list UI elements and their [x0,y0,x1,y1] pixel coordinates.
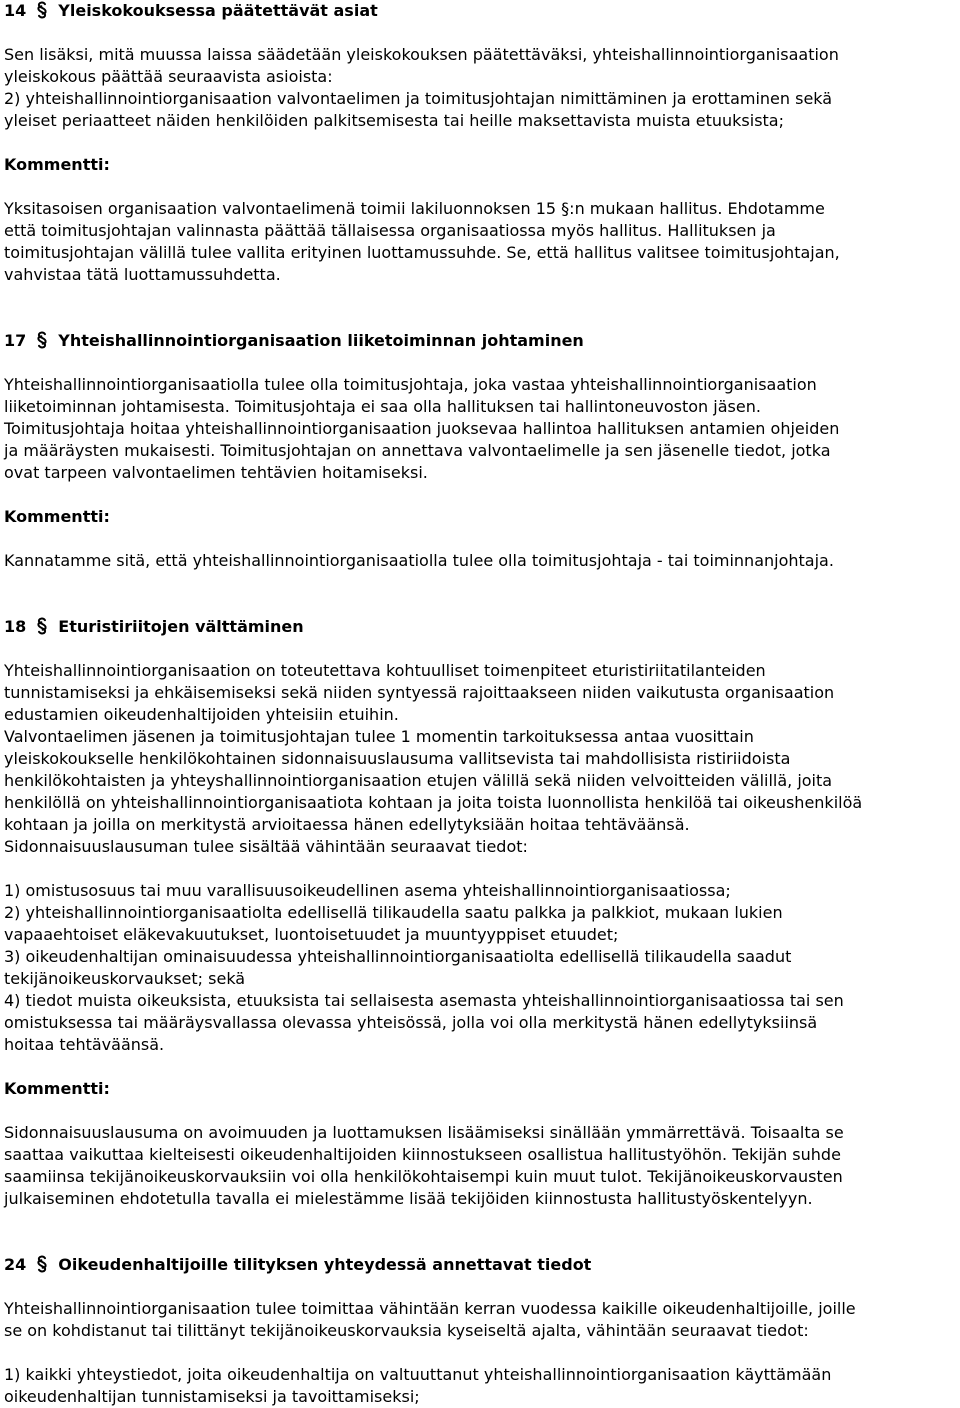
body-line: Yhteishallinnointiorganisaation tulee toimittaa vähintään kerran vuodessa kaikille oikeudenhaltijoille, joille [4,1299,856,1318]
list-item: oikeudenhaltijan tunnistamiseksi ja tavoittamiseksi; [4,1387,420,1406]
list-item: omistuksessa tai määräysvallassa olevassa yhteisössä, jolla voi olla merkitystä hänen edellytyksiinsä [4,1013,818,1032]
body-line: 2) yhteishallinnointiorganisaation valvontaelimen ja toimitusjohtajan nimittäminen ja erottaminen sekä [4,89,833,108]
body-line: Yhteishallinnointiorganisaatiolla tulee olla toimitusjohtaja, joka vastaa yhteishallinnointiorganisaation [4,375,817,394]
body-line: tunnistamiseksi ja ehkäisemiseksi sekä niiden syntyessä rajoittaakseen niiden vaikutusta organisaation [4,683,835,702]
section-17-heading [4,330,956,352]
body-line: Toimitusjohtaja hoitaa yhteishallinnointiorganisaation juoksevaa hallintoa hallituksen antamien ohjeiden [4,419,840,438]
comment-line: Kannatamme sitä, että yhteishallinnointiorganisaatiolla tulee olla toimitusjohtaja - tai toiminnanjohtaja. [4,551,834,570]
comment-line: saamiinsa tekijänoikeuskorvauksiin voi olla henkilökohtaisempi kuin muut tulot. Tekijänoikeuskorvausten [4,1167,843,1186]
body-line: yleiskokoukselle henkilökohtainen sidonnaisuuslausuma vallitsevista tai mahdollisista ristiriidoista [4,749,791,768]
section-sign-icon [34,1,50,19]
section-sign-icon [34,1255,50,1273]
body-line: ovat tarpeen valvontaelimen tehtävien hoitamiseksi. [4,463,428,482]
list-item: vapaaehtoiset eläkevakuutukset, luontoisetuudet ja muuntyyppiset etuudet; [4,925,619,944]
comment-label: Kommentti: [4,1079,110,1098]
list-item: 1) omistusosuus tai muu varallisuusoikeudellinen asema yhteishallinnointiorganisaatiossa; [4,881,731,900]
document-page [4,0,956,1408]
list-item: 1) kaikki yhteystiedot, joita oikeudenhaltija on valtuuttanut yhteishallinnointiorganisaation käyttämään [4,1365,832,1384]
body-line: Sidonnaisuuslausuman tulee sisältää vähintään seuraavat tiedot: [4,837,528,856]
comment-line: Sidonnaisuuslausuma on avoimuuden ja luottamuksen lisäämiseksi sinällään ymmärrettävä. Toisaalta se [4,1123,844,1142]
list-item: hoitaa tehtäväänsä. [4,1035,165,1054]
list-item: 3) oikeudenhaltijan ominaisuudessa yhteishallinnointiorganisaatiolta edellisellä tilikaudella saadut [4,947,792,966]
comment-line: Yksitasoisen organisaation valvontaelimenä toimii lakiluonnoksen 15 §:n mukaan hallitus. Ehdotamme [4,199,825,218]
body-line: Sen lisäksi, mitä muussa laissa säädetään yleiskokouksen päätettäväksi, yhteishallinnointiorganisaation [4,45,839,64]
list-item: 4) tiedot muista oikeuksista, etuuksista tai sellaisesta asemasta yhteishallinnointiorganisaatiossa tai sen [4,991,844,1010]
section-number: 17 [4,331,27,350]
list-item: tekijänoikeuskorvaukset; sekä [4,969,246,988]
body-line: liiketoiminnan johtamisesta. Toimitusjohtaja ei saa olla hallituksen tai hallintoneuvoston jäsen. [4,397,761,416]
comment-line: saattaa vaikuttaa kielteisesti oikeudenhaltijoiden kiinnostukseen osallistua hallitustyöhön. Tekijän suhde [4,1145,841,1164]
comment-label: Kommentti: [4,155,110,174]
body-line: henkilöllä on yhteishallinnointiorganisaatiota kohtaan ja joita toista luonnollista henkilöä tai oikeushenkilöä [4,793,863,812]
section-sign-icon [34,331,50,349]
body-line: edustamien oikeudenhaltijoiden yhteisiin etuihin. [4,705,399,724]
section-14-heading [4,0,956,22]
body-line: se on kohdistanut tai tilittänyt tekijänoikeuskorvauksia kyseiseltä ajalta, vähintään seuraavat tiedot: [4,1321,809,1340]
body-line: kohtaan ja joilla on merkitystä arvioitaessa hänen edellytyksiään hoitaa tehtäväänsä. [4,815,690,834]
body-line: yleiset periaatteet näiden henkilöiden palkitsemisesta tai heille maksettavista muista etuuksista; [4,111,784,130]
section-title: Eturistiriitojen välttäminen [58,617,304,636]
body-line: Yhteishallinnointiorganisaation on toteutettava kohtuulliset toimenpiteet eturistiriitatilanteiden [4,661,766,680]
body-line: henkilökohtaisten ja yhteyshallinnointiorganisaation etujen välillä sekä niiden velvoitteiden välillä, joita [4,771,833,790]
section-title: Yhteishallinnointiorganisaation liiketoiminnan johtaminen [58,331,584,350]
list-item: 2) yhteishallinnointiorganisaatiolta edellisellä tilikaudella saatu palkka ja palkkiot, mukaan lukien [4,903,783,922]
section-title: Yleiskokouksessa päätettävät asiat [58,1,378,20]
section-number: 14 [4,1,27,20]
body-line: ja määräysten mukaisesti. Toimitusjohtajan on annettava valvontaelimelle ja sen jäsenelle tiedot, jotka [4,441,831,460]
section-18-heading [4,616,956,638]
section-sign-icon [34,617,50,635]
body-line: yleiskokous päättää seuraavista asioista: [4,67,333,86]
comment-line: julkaiseminen ehdotetulla tavalla ei mielestämme lisää tekijöiden kiinnostusta hallitustyöskentelyyn. [4,1189,813,1208]
section-number: 18 [4,617,27,636]
comment-line: toimitusjohtajan välillä tulee vallita erityinen luottamussuhde. Se, että hallitus valitsee toimitusjohtajan, [4,243,840,262]
body-line: Valvontaelimen jäsenen ja toimitusjohtajan tulee 1 momentin tarkoituksessa antaa vuosittain [4,727,754,746]
comment-line: vahvistaa tätä luottamussuhdetta. [4,265,281,284]
section-24-heading [4,1254,956,1276]
comment-label: Kommentti: [4,507,110,526]
section-title: Oikeudenhaltijoille tilityksen yhteydessä annettavat tiedot [58,1255,592,1274]
comment-line: että toimitusjohtajan valinnasta päättää tällaisessa organisaatiossa myös hallitus. Hallituksen ja [4,221,776,240]
section-number: 24 [4,1255,27,1274]
